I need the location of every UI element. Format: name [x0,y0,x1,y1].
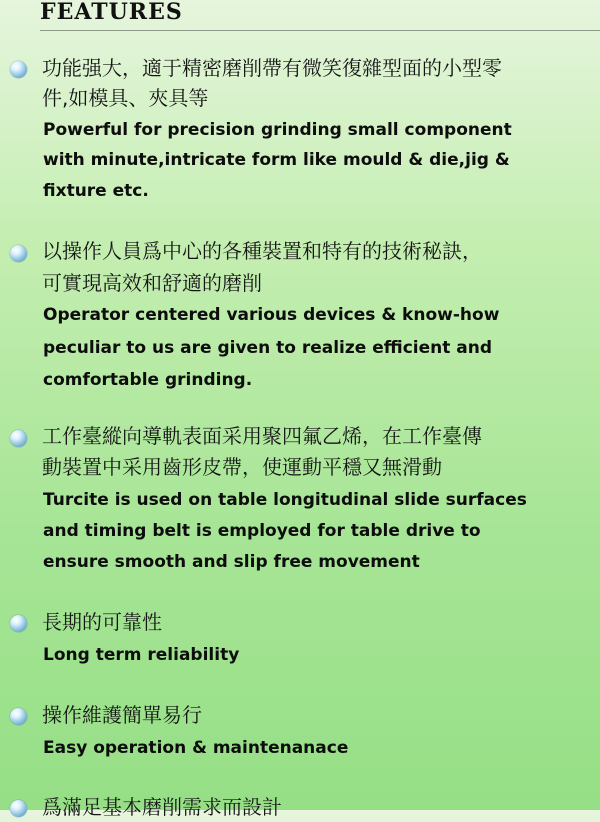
section-title: FEATURES [40,0,183,25]
bullet-icon [10,245,27,262]
feature-en-line: fixture etc. [43,181,149,201]
feature-zh-line: 可實現高效和舒適的磨削 [42,271,262,295]
feature-en-line: ensure smooth and slip free movement [43,552,420,572]
bullet-icon [10,61,27,78]
feature-en-line: with minute,intricate form like mould & die,jig & [43,150,510,170]
feature-zh-line: 工作臺縱向導軌表面采用聚四氟乙烯，在工作臺傳 [42,424,482,448]
feature-en-line: peculiar to us are given to realize efficient and [43,338,493,358]
feature-zh-line: 動裝置中采用齒形皮帶，使運動平穩又無滑動 [42,455,442,479]
feature-en-line: Powerful for precision grinding small component [43,120,512,140]
feature-zh-line: 以操作人員爲中心的各種裝置和特有的技術秘訣， [42,239,482,263]
bullet-icon [10,430,27,447]
bullet-icon [10,800,27,817]
feature-en-line: comfortable grinding. [43,370,253,390]
feature-zh-line: 操作維護簡單易行 [42,703,202,727]
feature-en-line: Turcite is used on table longitudinal slide surfaces [43,490,527,510]
feature-zh-line: 爲滿足基本磨削需求而設計 [42,795,282,819]
feature-zh-line: 件,如模具、夾具等 [42,86,209,110]
feature-zh-line: 功能强大，適于精密磨削帶有微笑復雜型面的小型零 [42,56,502,80]
bullet-icon [10,708,27,725]
feature-zh-line: 長期的可靠性 [42,610,162,634]
section-header [40,0,600,31]
feature-en-line: Operator centered various devices & know-how [43,305,500,325]
feature-en-line: and timing belt is employed for table drive to [43,521,481,541]
bullet-icon [10,615,27,632]
feature-en-line: Long term reliability [43,645,240,665]
feature-en-line: Easy operation & maintenanace [43,738,349,758]
